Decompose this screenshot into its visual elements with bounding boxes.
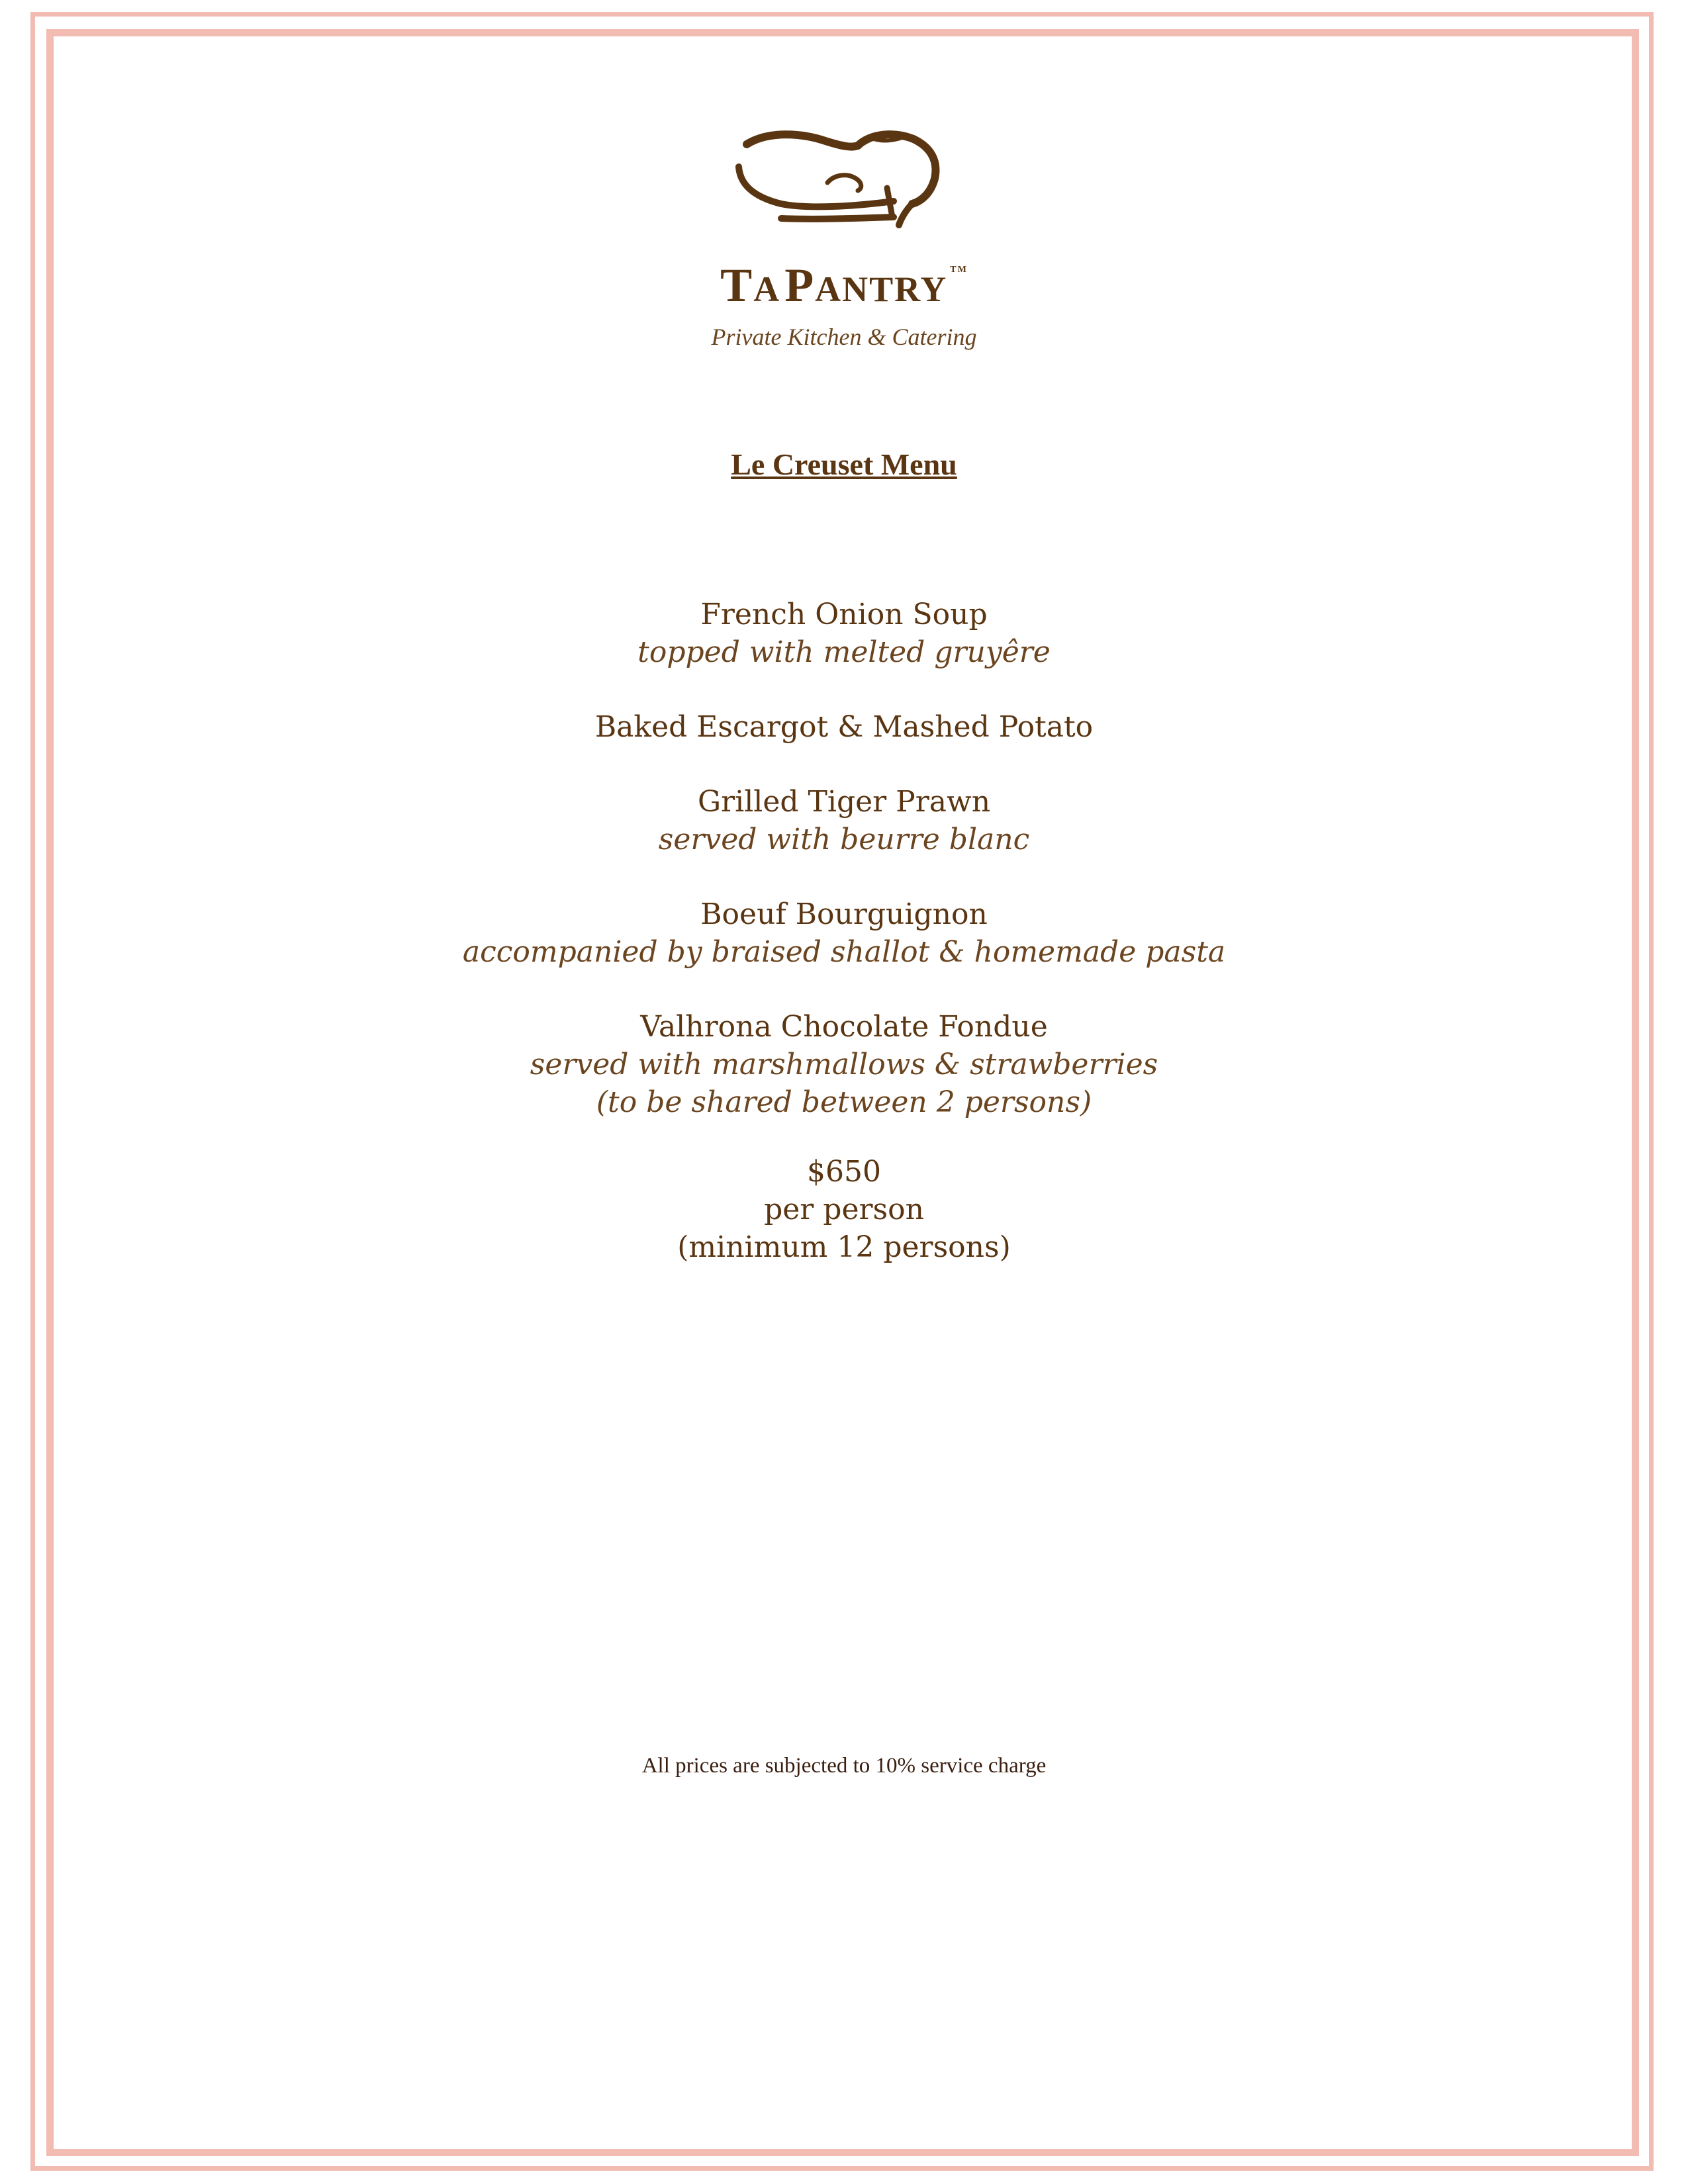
brand-tagline: Private Kitchen & Catering bbox=[711, 324, 977, 350]
price-minimum: (minimum 12 persons) bbox=[677, 1230, 1011, 1264]
course-name: Valhrona Chocolate Fondue bbox=[640, 1010, 1048, 1044]
brand-name: TA PANTRY TM bbox=[720, 259, 968, 312]
course-description: accompanied by braised shallot & homemade pasta bbox=[462, 935, 1226, 969]
service-charge-note: All prices are subjected to 10% service charge bbox=[641, 1754, 1047, 1778]
course-description: (to be shared between 2 persons) bbox=[596, 1085, 1092, 1119]
menu-title: Le Creuset Menu bbox=[731, 447, 957, 481]
course-description: served with marshmallows & strawberries bbox=[530, 1048, 1158, 1081]
price-unit: per person bbox=[764, 1193, 924, 1226]
course-name: French Onion Soup bbox=[700, 598, 988, 631]
course-name: Baked Escargot & Mashed Potato bbox=[594, 710, 1094, 744]
course-name: Grilled Tiger Prawn bbox=[697, 785, 991, 819]
price-amount: $650 bbox=[807, 1155, 881, 1189]
trademark-mark: TM bbox=[950, 265, 968, 275]
course-description: served with beurre blanc bbox=[658, 823, 1030, 856]
course-name: Boeuf Bourguignon bbox=[700, 897, 988, 931]
chef-hat-icon bbox=[728, 119, 953, 238]
course-description: topped with melted gruyêre bbox=[637, 635, 1051, 669]
